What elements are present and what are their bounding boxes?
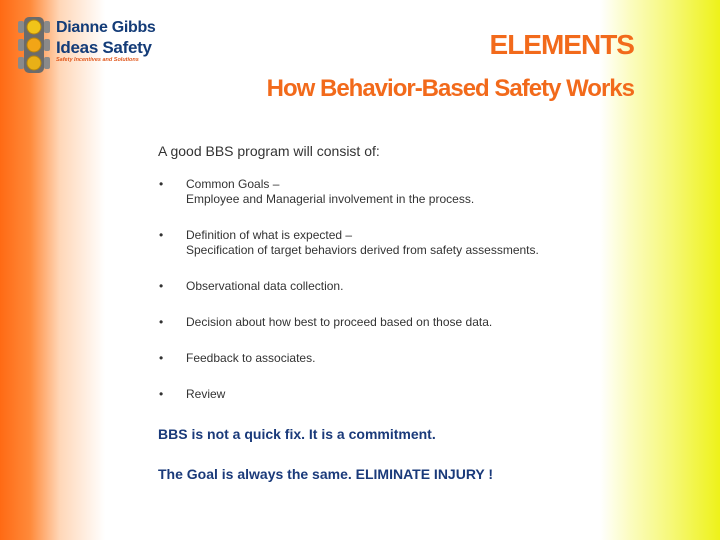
company-logo	[16, 16, 156, 76]
bullet-icon: •	[159, 351, 164, 365]
list-item	[158, 387, 618, 402]
bullet-icon: •	[159, 177, 164, 191]
closing-statement-2: The Goal is always the same. ELIMINATE INJURY !	[158, 466, 494, 482]
title-subtitle: How Behavior-Based Safety Works	[266, 75, 634, 102]
logo-line-1: Dianne Gibbs	[56, 19, 156, 36]
logo-line-2: Ideas Safety	[56, 38, 152, 57]
traffic-light-icon	[16, 16, 52, 74]
bullet-list	[158, 177, 618, 402]
logo-tagline: Safety Incentives and Solutions	[56, 57, 139, 63]
bullet-icon: •	[159, 315, 164, 329]
bullet-icon: •	[159, 279, 164, 293]
bullet-text-line1: Definition of what is expected –	[186, 228, 353, 242]
bullet-icon: •	[159, 228, 164, 242]
bullet-text-line1: Review	[186, 387, 226, 401]
bullet-text-line1: Common Goals –	[186, 177, 280, 191]
intro-text: A good BBS program will consist of:	[158, 143, 380, 159]
list-item	[158, 228, 618, 258]
bullet-text-line1: Observational data collection.	[186, 279, 344, 293]
list-item	[158, 279, 618, 294]
logo-wordmark	[56, 20, 156, 64]
slide-title	[267, 28, 634, 106]
slide-body	[158, 143, 618, 482]
bullet-text-line2: Employee and Managerial involvement in the process.	[186, 192, 475, 206]
bullet-text-line2: Specification of target behaviors derived from safety assessments.	[186, 243, 539, 257]
bullet-icon: •	[159, 387, 164, 401]
bullet-text-line1: Feedback to associates.	[186, 351, 316, 365]
closing-statement-1: BBS is not a quick fix. It is a commitment.	[158, 426, 436, 442]
list-item	[158, 351, 618, 366]
list-item	[158, 177, 618, 207]
title-main: ELEMENTS	[489, 29, 634, 60]
bullet-text-line1: Decision about how best to proceed based on those data.	[186, 315, 493, 329]
list-item	[158, 315, 618, 330]
